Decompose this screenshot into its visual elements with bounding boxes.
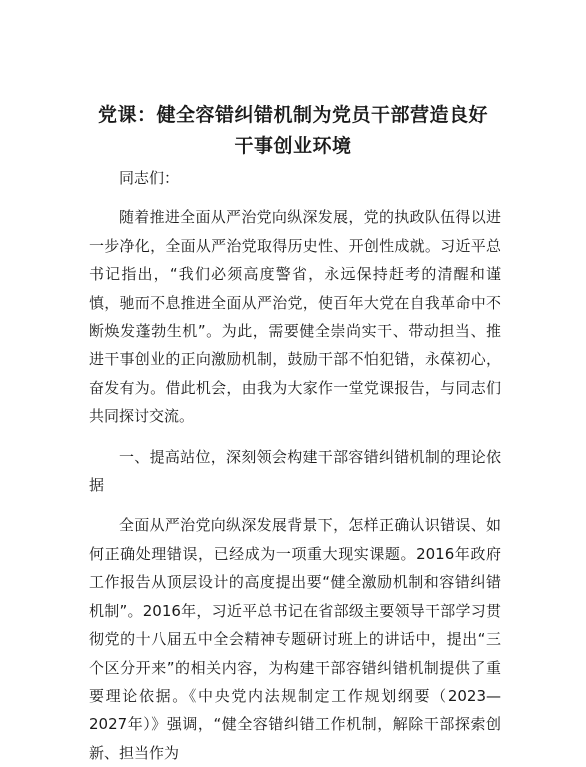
- title-line-1: 党课：健全容错纠错机制为党员干部营造良好: [97, 104, 488, 126]
- section-heading-1: 一、提高站位，深刻领会构建干部容错纠错机制的理论依据: [89, 447, 501, 495]
- document-body: [89, 164, 501, 767]
- title-line-2: 干事创业环境: [234, 135, 352, 157]
- greeting: 同志们：: [119, 169, 180, 187]
- paragraph-intro: 随着推进全面从严治党向纵深发展，党的执政队伍得以进一步净化，全面从严治党取得历史性、开创性成就。习近平总书记指出，“我们必须高度警省，永远保持赶考的清醒和谨慎，驰而不息推进全面从严治党，使百年大党在自我革命中不断焕发蓬勃生机”。为此，需要健全崇尚实干、带动担当、推进干事创业的正向激励机制，鼓励干部不怕犯错，永葆初心，奋发有为。借此机会，由我为大家作一堂党课报告，与同志们共同探讨交流。: [89, 208, 501, 426]
- paragraph-section-1: 全面从严治党向纵深发展背景下，怎样正确认识错误、如何正确处理错误，已经成为一项重大现实课题。2016年政府工作报告从顶层设计的高度提出要“健全激励机制和容错纠错机制”。2016年，习近平总书记在省部级主要领导干部学习贯彻党的十八届五中全会精神专题研讨班上的讲话中，提出“三个区分开来”的相关内容，为构建干部容错纠错机制提供了重要理论依据。《中央党内法规制定工作规划纲要（2023—2027年）》强调，“健全容错纠错工作机制，解除干部探索创新、担当作为: [89, 516, 501, 762]
- document-title: [60, 100, 526, 162]
